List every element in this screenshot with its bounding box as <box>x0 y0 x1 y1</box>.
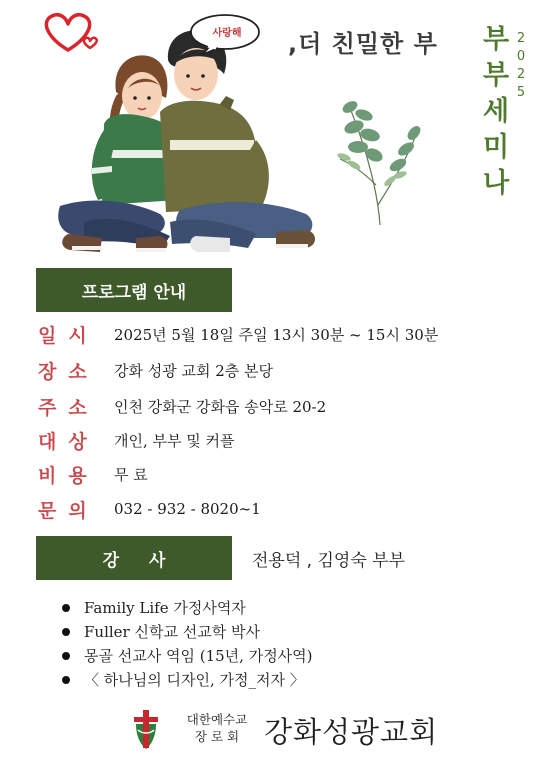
info-row-target <box>38 425 235 455</box>
credential-item: Family Life 가정사역자 <box>58 596 498 620</box>
info-value: 032 - 932 - 8020~1 <box>114 500 261 518</box>
headline: ,더 친밀한 부 <box>288 30 438 58</box>
info-label: 일시 <box>38 324 99 347</box>
seminar-title-char: 미 <box>482 132 510 163</box>
seminar-title <box>478 22 514 202</box>
info-label: 장소 <box>38 360 99 383</box>
credential-item: 〈 하나님의 디자인, 가정_저자 〉 <box>58 668 498 692</box>
year <box>512 30 530 102</box>
info-row-cost <box>38 459 148 489</box>
info-label: 문의 <box>38 499 99 522</box>
year-digit: 5 <box>516 85 526 100</box>
speaker-credentials <box>58 596 498 692</box>
year-digit: 2 <box>516 31 526 46</box>
credential-item: 몽골 선교사 역임 (15년, 가정사역) <box>58 644 498 668</box>
credential-item: Fuller 신학교 선교학 박사 <box>58 620 498 644</box>
eucalyptus-leaves <box>330 95 430 230</box>
year-digit: 2 <box>516 67 526 82</box>
seminar-title-char: 부 <box>482 60 510 91</box>
info-row-date <box>38 319 438 349</box>
info-label: 비용 <box>38 464 99 487</box>
heart-icon <box>46 15 96 50</box>
seminar-title-char: 세 <box>482 96 510 127</box>
seminar-title-char: 나 <box>482 168 510 199</box>
speaker-names: 전용덕 , 김영숙 부부 <box>252 551 405 571</box>
info-value: 인천 강화군 강화읍 송악로 20-2 <box>114 397 327 416</box>
denomination-line: 대한예수교 <box>186 712 248 727</box>
denomination-line: 장 로 회 <box>194 729 240 744</box>
info-value: 개인, 부부 및 커플 <box>114 431 235 450</box>
info-value: 강화 성광 교회 2층 본당 <box>114 361 274 380</box>
info-label: 주소 <box>38 396 99 419</box>
info-row-place <box>38 355 273 385</box>
denomination <box>176 711 258 745</box>
church-name: 강화성광교회 <box>264 715 439 749</box>
year-digit: 0 <box>516 49 526 64</box>
info-row-contact <box>38 494 261 524</box>
info-value: 2025년 5월 18일 주일 13시 30분 ~ 15시 30분 <box>114 325 439 344</box>
speech-bubble-text: 사랑해 <box>212 28 242 39</box>
info-row-address <box>38 391 326 421</box>
seminar-title-char: 부 <box>482 24 510 55</box>
program-section-header: 프로그램 안내 <box>36 268 232 312</box>
speaker-section-header: 강사 <box>36 536 232 580</box>
church-cross-logo <box>130 708 162 750</box>
info-value: 무 료 <box>114 465 148 484</box>
info-label: 대상 <box>38 430 99 453</box>
